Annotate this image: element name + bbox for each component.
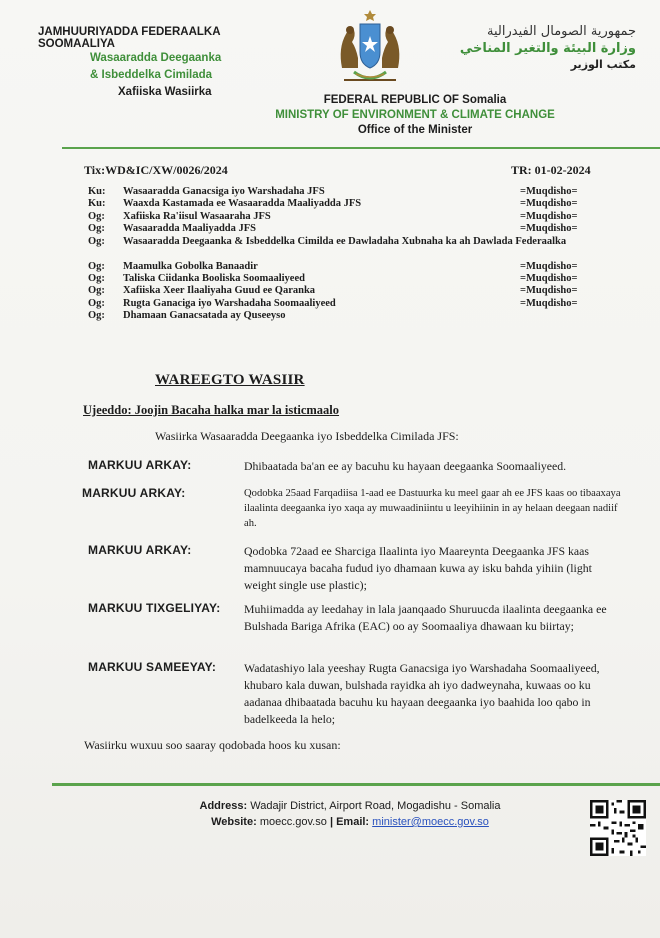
recipient-key: Og: bbox=[88, 210, 105, 222]
document-title: WAREEGTO WASIIR bbox=[155, 372, 305, 388]
header-right-block bbox=[436, 24, 636, 71]
header-center-block bbox=[0, 94, 660, 136]
footer-separator: | bbox=[329, 816, 334, 828]
footer-contact-line bbox=[130, 816, 570, 828]
recipient-key: Og: bbox=[88, 310, 105, 322]
recipient-place: =Muqdisho= bbox=[520, 223, 578, 235]
recipient-key: Ku: bbox=[88, 198, 106, 210]
reference-number: Tix:WD&IC/XW/0026/2024 bbox=[84, 163, 228, 177]
recipient-row bbox=[88, 273, 628, 285]
recipient-place: =Muqdisho= bbox=[520, 198, 578, 210]
ministry-name-somali-line1: Wasaaradda Deegaanka bbox=[90, 52, 222, 64]
recipient-name: Rugta Ganaciga iyo Warshadaha Soomaaliyeed bbox=[123, 297, 336, 309]
clause-text: Muhiimadda ay leedahay in lala jaanqaado Shuruucda ilaalinta deegaanka ee Bulshada Bariga Afrika (EAC) oo ay Soomaaliya dhawaan ku biirtay; bbox=[244, 602, 607, 633]
header-divider bbox=[62, 147, 660, 149]
office-name-somali: Xafiiska Wasiirka bbox=[118, 86, 212, 98]
recipient-place: =Muqdisho= bbox=[520, 260, 578, 272]
recipient-name: Wasaaradda Deegaanka & Isbeddelka Cimilda ee Dawladaha Xubnaha ka ah Dawlada Federaalka bbox=[123, 235, 567, 247]
recipient-key: Og: bbox=[88, 297, 105, 309]
recipient-name: Xafiiska Ra'iisul Wasaaraha JFS bbox=[123, 210, 271, 222]
clause-text: Qodobka 25aad Farqadiisa 1-aad ee Dastuurka ku meel gaar ah ee JFS kaas oo tibaaxaya ilaalinta deegaanka iyo xaqa ay muwaadiniintu u leeyihiinin in ay helaan deegaan nadiif ah. bbox=[244, 488, 621, 529]
clause-text: Dhibaatada ba'an ee ay bacuhu ku hayaan deegaanka Soomaaliyeed. bbox=[244, 459, 567, 473]
recipient-row bbox=[88, 261, 628, 273]
qr-code-icon bbox=[590, 800, 646, 856]
recipient-place: =Muqdisho= bbox=[520, 285, 578, 297]
reference-date: TR: 01-02-2024 bbox=[511, 163, 591, 177]
recipient-place: =Muqdisho= bbox=[520, 272, 578, 284]
address-label: Address: bbox=[199, 800, 248, 812]
coat-of-arms-emblem bbox=[330, 8, 420, 88]
recipient-place: =Muqdisho= bbox=[520, 210, 578, 222]
republic-name-somali: JAMHUURIYADDA FEDERAALKA SOOMAALIYA bbox=[38, 26, 221, 50]
clause-text: Wadatashiyo lala yeeshay Rugta Ganacsiga iyo Warshadaha Soomaaliyeed, khubaro kala duwan, bulshada rayidka ah iyo dadweynaha, kuwaas oo ku aadanaa dhibaatada bacuhu ku hayaan deegaanka iyo baahida loo qabo in badelkeeda la helo; bbox=[244, 661, 600, 726]
document-intro: Wasiirka Wasaaradda Deegaanka iyo Isbeddelka Cimilada JFS: bbox=[155, 429, 459, 443]
recipient-row bbox=[88, 236, 628, 261]
recipient-row bbox=[88, 223, 628, 235]
recipient-place: =Muqdisho= bbox=[520, 186, 578, 197]
recipient-name: Taliska Ciidanka Booliska Soomaaliyeed bbox=[123, 272, 305, 284]
closing-statement: Wasiirku wuxuu soo saaray qodobada hoos ku xusan: bbox=[84, 738, 341, 752]
coat-of-arms-icon bbox=[341, 10, 400, 80]
footer-address-line bbox=[130, 800, 570, 812]
recipient-list bbox=[88, 186, 628, 323]
recipient-key: Og: bbox=[88, 235, 105, 247]
recipient-key: Og: bbox=[88, 223, 105, 235]
clause-text: Qodobka 72aad ee Sharciga Ilaalinta iyo Maareynta Deegaanka JFS kaas mamnuucaya bacaha fudud iyo dhamaan kuwa ay isku bahda yihiin (light weight single use plastic); bbox=[244, 544, 592, 592]
recipient-row bbox=[88, 186, 628, 198]
recipient-name: Wasaaradda Maaliyadda JFS bbox=[123, 223, 257, 235]
recipient-row bbox=[88, 298, 628, 310]
office-name-english: Office of the Minister bbox=[357, 124, 473, 136]
document-subject: Ujeeddo: Joojin Bacaha halka mar la isticmaalo bbox=[83, 403, 340, 417]
website-link[interactable]: moecc.gov.so bbox=[259, 816, 327, 828]
ministry-name-somali-line2: & Isbeddelka Cimilada bbox=[90, 69, 213, 81]
website-label: Website: bbox=[211, 816, 257, 828]
clause-label: MARKUU TIXGELIYAY: bbox=[88, 601, 221, 615]
clause-label: MARKUU SAMEEYAY: bbox=[88, 660, 217, 674]
clause-label: MARKUU ARKAY: bbox=[88, 543, 192, 557]
recipient-key: Og: bbox=[88, 285, 105, 297]
recipient-name: Wasaaradda Ganacsiga iyo Warshadaha JFS bbox=[123, 186, 325, 197]
recipient-name: Dhamaan Ganacsatada ay Quseeyso bbox=[123, 310, 286, 322]
recipient-name: Xafiiska Xeer Ilaaliyaha Guud ee Qaranka bbox=[123, 285, 316, 297]
recipient-row bbox=[88, 310, 628, 322]
footer-divider bbox=[52, 783, 660, 786]
republic-name-english: FEDERAL REPUBLIC OF Somalia bbox=[323, 94, 507, 106]
ministry-name-arabic: وزارة البيئة والتغير المناخي bbox=[459, 41, 636, 56]
recipient-name: Waaxda Kastamada ee Wasaaradda Maaliyadda JFS bbox=[123, 198, 362, 210]
ministry-name-english: MINISTRY OF ENVIRONMENT & CLIMATE CHANGE bbox=[275, 109, 555, 121]
recipient-row bbox=[88, 198, 628, 210]
recipient-row bbox=[88, 285, 628, 297]
clause-label: MARKUU ARKAY: bbox=[88, 458, 192, 472]
header-left-block bbox=[38, 26, 298, 101]
recipient-name: Maamulka Gobolka Banaadir bbox=[123, 260, 258, 272]
office-name-arabic: مكتب الوزير bbox=[570, 58, 636, 71]
recipient-place: =Muqdisho= bbox=[520, 297, 578, 309]
recipient-key: Og: bbox=[88, 272, 105, 284]
recipient-key: Ku: bbox=[88, 186, 106, 197]
email-link[interactable]: minister@moecc.gov.so bbox=[372, 816, 489, 828]
email-label: Email: bbox=[336, 816, 370, 828]
republic-name-arabic: جمهورية الصومال الفيدرالية bbox=[487, 24, 636, 39]
recipient-row bbox=[88, 211, 628, 223]
address-value: Wadajir District, Airport Road, Mogadishu - Somalia bbox=[250, 800, 501, 812]
clause-label: MARKUU ARKAY: bbox=[82, 486, 186, 500]
recipient-key: Og: bbox=[88, 260, 105, 272]
footer-block bbox=[130, 800, 570, 828]
